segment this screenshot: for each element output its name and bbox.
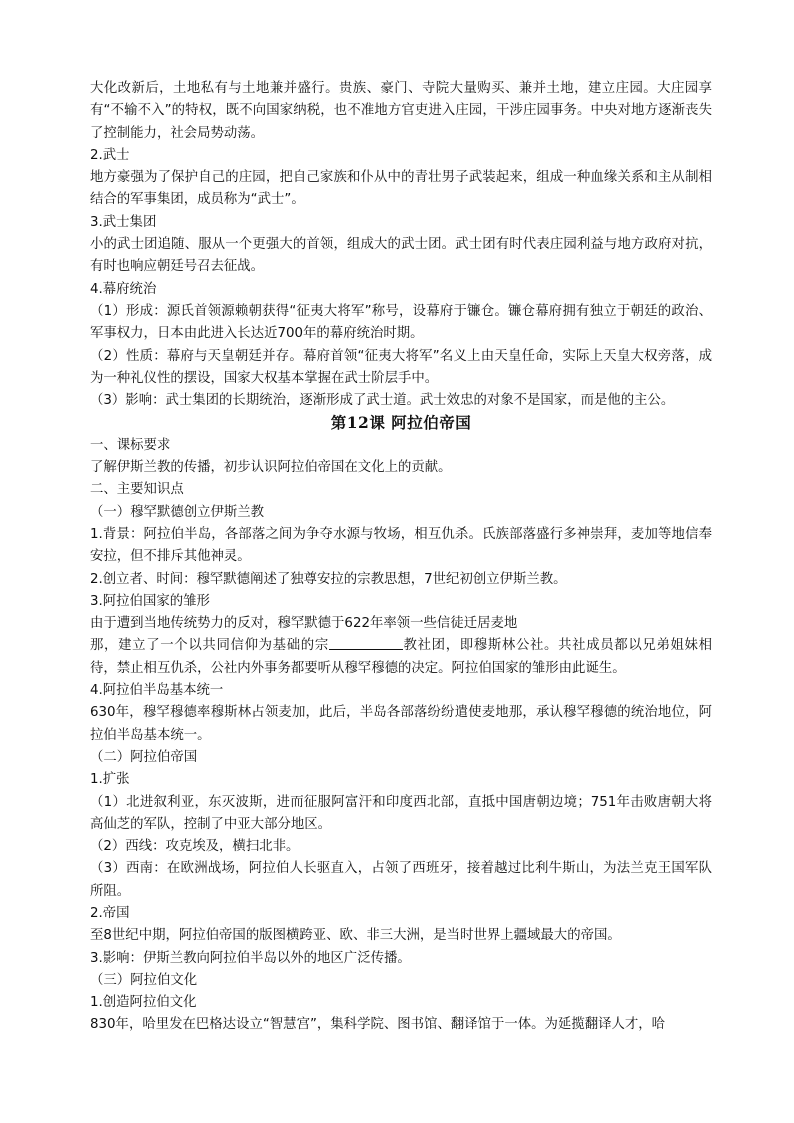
paragraph-shogunate-nature: （2）性质：幕府与天皇朝廷并存。幕府首领“征夷大将军”名义上由天皇任命，实际上天皇大权旁落，成为一种礼仪性的摆设，国家大权基本掌握在武士阶层手中。 xyxy=(90,348,712,386)
paragraph-founder: 2.创立者、时间：穆罕默德阐述了独尊安拉的宗教思想，7世纪初创立伊斯兰教。 xyxy=(90,571,567,587)
paragraph-shogunate-impact: （3）影响：武士集团的长期统治，逐渐形成了武士道。武士效忠的对象不是国家，而是他的主公。 xyxy=(90,393,675,409)
subsection-heading-empire: （二）阿拉伯帝国 xyxy=(90,749,198,765)
section-heading-standards: 一、课标要求 xyxy=(90,437,171,453)
paragraph-state-origin-rest xyxy=(90,635,712,680)
paragraph-samurai: 地方豪强为了保护自己的庄园，把自己家族和仆从中的青壮男子武装起来，组成一种血缘关系和主从制相结合的军事集团，成员称为“武士”。 xyxy=(90,170,712,208)
subsection-heading-culture: （三）阿拉伯文化 xyxy=(90,972,198,988)
heading-shogunate: 4.幕府统治 xyxy=(90,281,157,297)
paragraph-house-of-wisdom: 830年，哈里发在巴格达设立“智慧宫”，集科学院、图书馆、翻译馆于一体。为延揽翻译人才，哈 xyxy=(90,1017,666,1033)
paragraph-manor: 大化改新后，土地私有与土地兼并盛行。贵族、豪门、寺院大量购买、兼并土地，建立庄园。大庄园享有“不输不入”的特权，既不向国家纳税，也不准地方官吏进入庄园，干涉庄园事务。中央对地方逐渐丧失了控制能力，社会局势动荡。 xyxy=(90,81,712,141)
paragraph-background: 1.背景：阿拉伯半岛，各部落之间为争夺水源与牧场，相互仇杀。氏族部落盛行多神崇拜，麦加等地信奉安拉，但不排斥其他神灵。 xyxy=(90,526,712,565)
paragraph-expansion-north-east: （1）北进叙利亚，东灭波斯，进而征服阿富汗和印度西北部，直抵中国唐朝边境；751年击败唐朝大将高仙芝的军队，控制了中亚大部分地区。 xyxy=(90,794,712,832)
paragraph-unification: 630年，穆罕穆德率穆斯林占领麦加，此后，半岛各部落纷纷遣使麦地那，承认穆罕穆德的统治地位，阿拉伯半岛基本统一。 xyxy=(90,705,712,743)
state-origin-text-end: 教社团，即穆斯林公社。共社成员都以兄弟姐妹相待，禁止相互仇杀，公社内外事务都要听从穆罕穆德的决定。阿拉伯国家的雏形由此诞生。 xyxy=(90,638,713,676)
heading-samurai-group: 3.武士集团 xyxy=(90,214,157,230)
section-heading-knowledge: 二、主要知识点 xyxy=(90,482,184,498)
heading-empire: 2.帝国 xyxy=(90,905,130,921)
subsection-heading-islam: （一）穆罕默德创立伊斯兰教 xyxy=(90,504,265,520)
fill-blank xyxy=(329,635,403,650)
paragraph-empire: 至8世纪中期，阿拉伯帝国的版图横跨亚、欧、非三大洲，是当时世界上疆域最大的帝国。 xyxy=(90,928,621,944)
paragraph-state-origin-line1: 由于遭到当地传统势力的反对，穆罕默德于622年率领一些信徒迁居麦地 xyxy=(90,616,518,632)
state-origin-text-start: 那，建立了一个以共同信仰为基础的宗 xyxy=(90,638,329,654)
heading-expansion: 1.扩张 xyxy=(90,772,130,788)
heading-state-origin: 3.阿拉伯国家的雏形 xyxy=(90,593,210,609)
lesson-title: 第12课 阿拉伯帝国 xyxy=(330,413,472,433)
paragraph-expansion-west: （2）西线：攻克埃及，横扫北非。 xyxy=(90,839,300,855)
heading-create-culture: 1.创造阿拉伯文化 xyxy=(90,995,197,1011)
heading-samurai: 2.武士 xyxy=(90,147,130,163)
paragraph-expansion-southwest: （3）西南：在欧洲战场，阿拉伯人长驱直入，占领了西班牙，接着越过比利牛斯山，为法兰克王国军队所阻。 xyxy=(90,861,712,899)
paragraph-shogunate-formation: （1）形成：源氏首领源赖朝获得“征夷大将军”称号，设幕府于镰仓。镰仓幕府拥有独立于朝廷的政治、军事权力，日本由此进入长达近700年的幕府统治时期。 xyxy=(90,303,712,342)
paragraph-standards: 了解伊斯兰教的传播，初步认识阿拉伯帝国在文化上的贡献。 xyxy=(90,460,452,476)
paragraph-impact: 3.影响：伊斯兰教向阿拉伯半岛以外的地区广泛传播。 xyxy=(90,950,411,966)
document-page xyxy=(90,78,712,1037)
paragraph-samurai-group: 小的武士团追随、服从一个更强大的首领，组成大的武士团。武士团有时代表庄园利益与地方政府对抗，有时也响应朝廷号召去征战。 xyxy=(90,237,712,275)
heading-unification: 4.阿拉伯半岛基本统一 xyxy=(90,683,224,699)
